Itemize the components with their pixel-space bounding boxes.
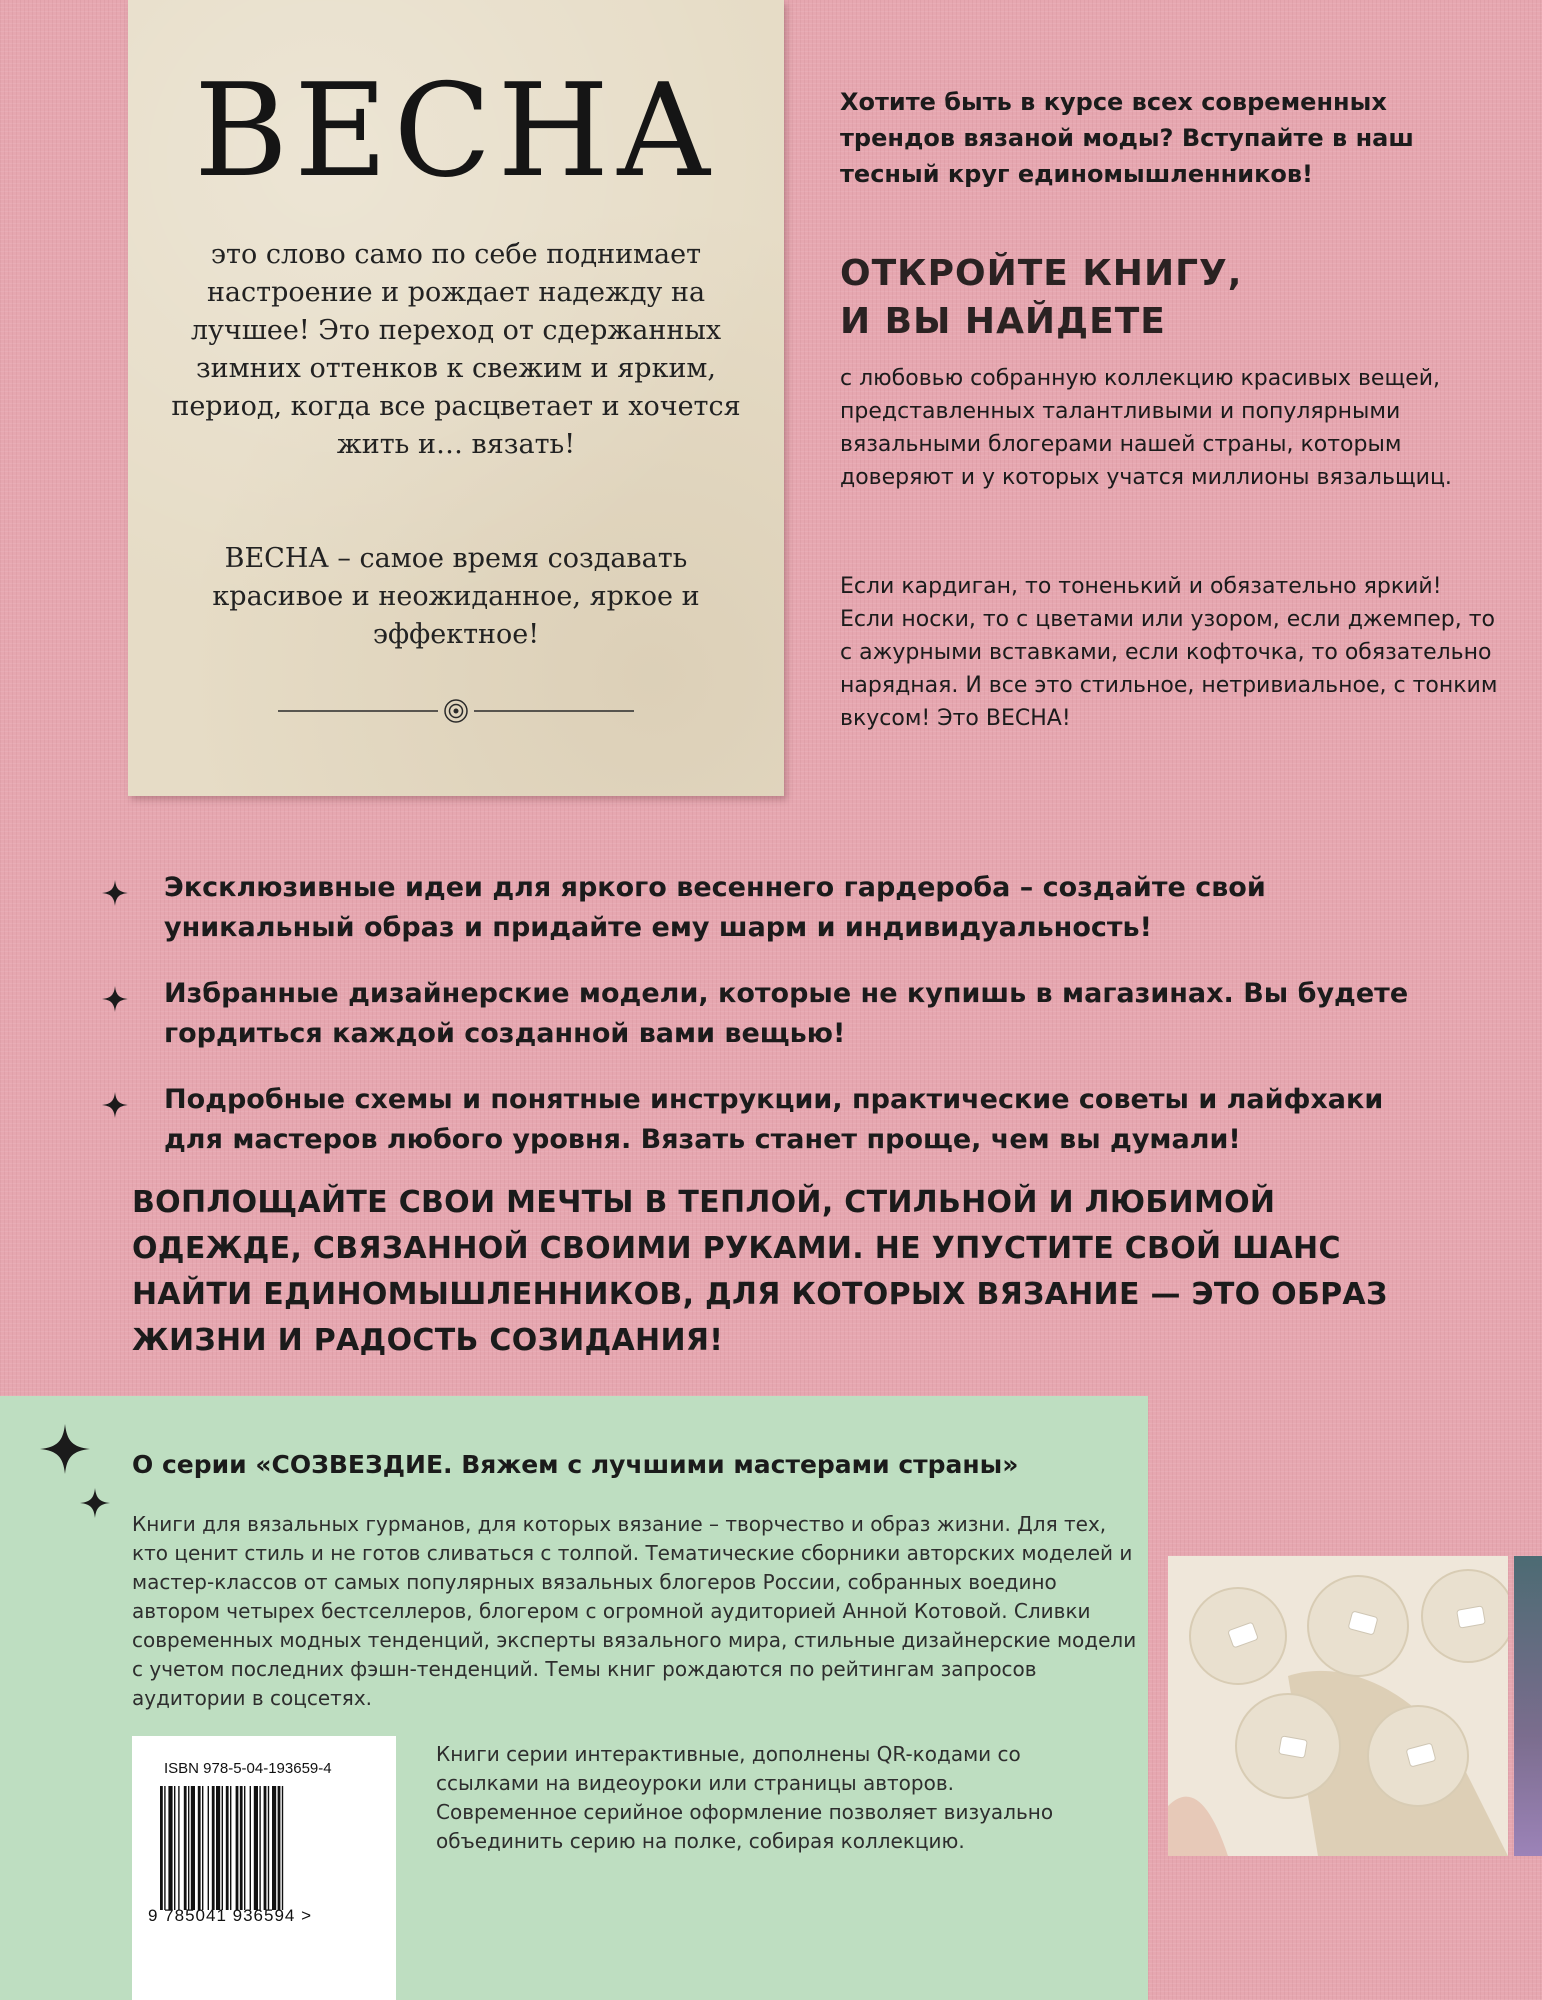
ornament-divider-icon (278, 698, 634, 724)
sparkle-icon (102, 1092, 128, 1118)
sparkle-icon (80, 1488, 110, 1518)
barcode-digits: 9 785041 936594 > (148, 1906, 313, 1925)
series-title: О серии «СОЗВЕЗДИЕ. Вяжем с лучшими мастерами страны» (132, 1450, 1019, 1479)
feature-item (96, 868, 1436, 948)
open-heading-line-2: И ВЫ НАЙДЕТЕ (840, 301, 1166, 342)
feature-text: Избранные дизайнерские модели, которые не купишь в магазинах. Вы будете гордиться каждой созданной вами вещью! (164, 978, 1409, 1049)
feature-item (96, 1080, 1436, 1160)
feature-item (96, 974, 1436, 1054)
open-heading-line-1: ОТКРОЙТЕ КНИГУ, (840, 253, 1243, 294)
collection-paragraph: с любовью собранную коллекцию красивых вещей, представленных талантливыми и популярными вязальными блогерами нашей страны, которым доверяют и у которых учатся миллионы вязальщиц. (840, 366, 1452, 490)
series-description: Книги для вязальных гурманов, для которых вязание – творчество и образ жизни. Для тех, кто ценит стиль и не готов сливаться с толпой. Тематические сборники авторских моделей и мастер-классов от самых популярных вязальных блогеров России, собранных воедино автором четырех бестселлеров, блогером с огромной аудиторией Анной Котовой. Сливки современных модных тенденций, эксперты вязального мира, стильные дизайнерские модели с учетом последних фэшн-тенденций. Темы книг рождаются по рейтингам запросов аудитории в соцсетях. (132, 1512, 1137, 1710)
feature-list (96, 868, 1436, 1186)
series-panel (0, 1396, 1148, 2000)
sparkle-icon (102, 986, 128, 1012)
card-second-text: ВЕСНА – самое время создавать красивое и неожиданное, яркое и эффектное! (212, 543, 700, 650)
side-photo-strip (1514, 1556, 1542, 1856)
spring-card (128, 0, 784, 796)
series-description-2: Книги серии интерактивные, дополнены QR-кодами со ссылками на видеоуроки или страницы авторов. Современное серийное оформление позволяет визуально объединить серию на полке, собирая коллекцию. (436, 1742, 1054, 1853)
yarn-photo (1168, 1556, 1508, 1856)
isbn-barcode (132, 1736, 396, 2000)
intro-text: Хотите быть в курсе всех современных трендов вязаной моды? Вступайте в наш тесный круг единомышленников! (840, 88, 1414, 188)
yarn-balls-illustration (1168, 1556, 1508, 1856)
barcode-bars-icon (160, 1786, 374, 1910)
sparkle-icon (40, 1424, 90, 1474)
isbn-label: ISBN 978-5-04-193659-4 (164, 1760, 332, 1777)
card-lead-text: это слово само по себе поднимает настроение и рождает надежду на лучшее! Это переход от сдержанных зимних оттенков к свежим и ярким, период, когда все расцветает и хочется жить и… вязать! (171, 239, 741, 460)
open-book-heading (840, 250, 1480, 346)
card-title: ВЕСНА (194, 57, 718, 206)
sparkle-icon (102, 880, 128, 906)
feature-text: Эксклюзивные идеи для яркого весеннего гардероба – создайте свой уникальный образ и придайте ему шарм и индивидуальность! (164, 872, 1266, 943)
manifesto-text: ВОПЛОЩАЙТЕ СВОИ МЕЧТЫ В ТЕПЛОЙ, СТИЛЬНОЙ И ЛЮБИМОЙ ОДЕЖДЕ, СВЯЗАННОЙ СВОИМИ РУКАМИ. НЕ УПУСТИТЕ СВОЙ ШАНС НАЙТИ ЕДИНОМЫШЛЕННИКОВ, ДЛЯ КОТОРЫХ ВЯЗАНИЕ — ЭТО ОБРАЗ ЖИЗНИ И РАДОСТЬ СОЗИДАНИЯ! (132, 1185, 1388, 1358)
feature-text: Подробные схемы и понятные инструкции, практические советы и лайфхаки для мастеров любого уровня. Вязать станет проще, чем вы думали! (164, 1084, 1384, 1155)
garments-paragraph: Если кардиган, то тоненький и обязательно яркий! Если носки, то с цветами или узором, если джемпер, то с ажурными вставками, если кофточка, то обязательно нарядная. И все это стильное, нетривиальное, с тонким вкусом! Это ВЕСНА! (840, 574, 1498, 731)
